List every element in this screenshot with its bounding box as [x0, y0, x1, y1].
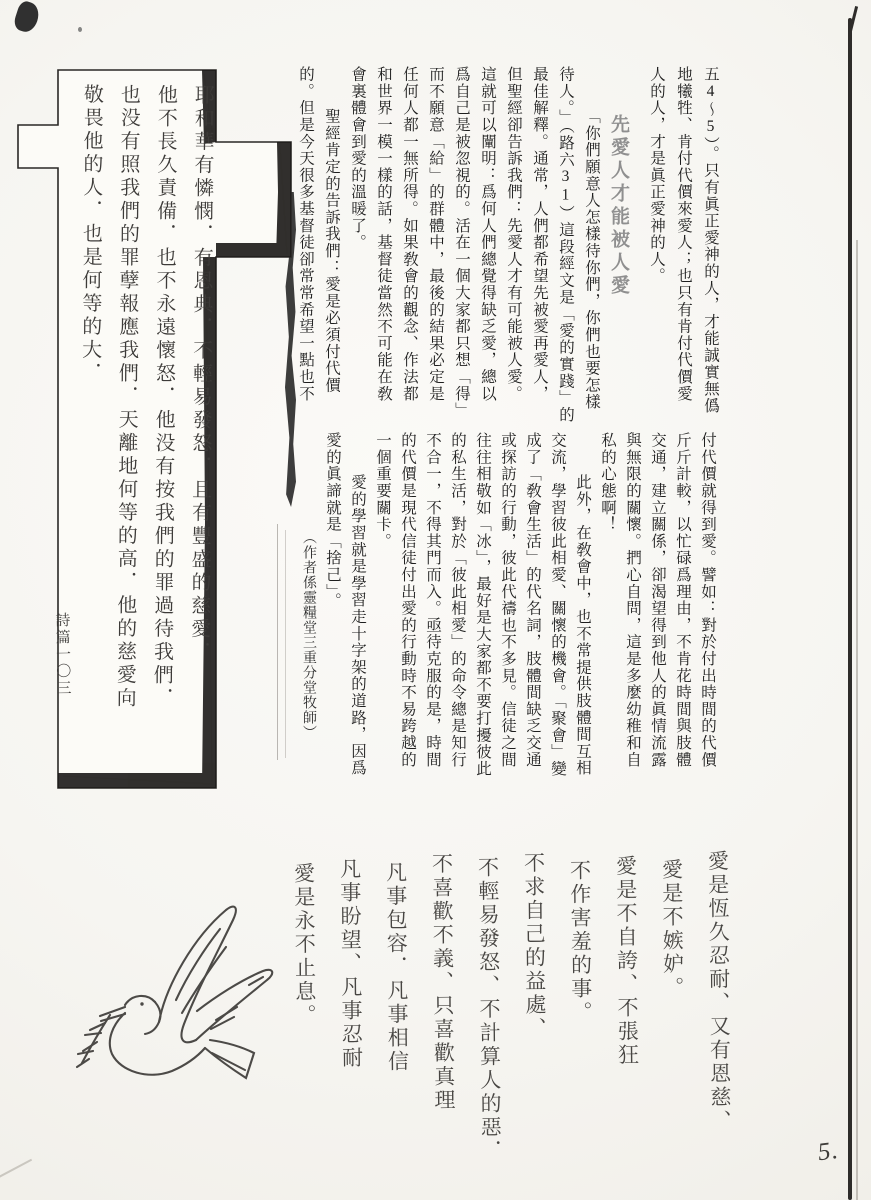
- handwritten-column: 不作害羞的事。: [567, 859, 594, 1025]
- printed-text-column: 愛的眞諦就是「捨己」。: [324, 432, 341, 610]
- handwritten-column: 敬畏他的人．也是何等的大．: [78, 83, 103, 386]
- printed-text-column: 人的人，才是眞正愛神的人。: [648, 66, 665, 285]
- page-number: 5.: [816, 1136, 841, 1167]
- printed-text-column: 交流，學習彼此相愛、關懷的機會。「聚會」變: [549, 432, 566, 778]
- page-edge-soft-line: [856, 240, 858, 1200]
- printed-text-column: 的私生活，對於「彼此相愛」的命令總是知行: [449, 432, 466, 768]
- article-headline: 先愛人才能被人愛: [608, 114, 629, 298]
- printed-text-column: 地犧牲、肯付代價來愛人；也只有肯付代價愛: [675, 66, 692, 402]
- printed-text-column: 這就可以闡明：爲何人們總覺得缺乏愛，總以: [479, 66, 496, 402]
- scan-corner-mark: [12, 0, 42, 35]
- printed-text-column: 與無限的關懷。捫心自問，這是多麼幼稚和自: [624, 432, 641, 768]
- printed-text-column: 成了「敎會生活」的代名詞，肢體間缺乏交通: [524, 432, 541, 768]
- handwritten-column: 不輕易發怒、不計算人的惡．: [475, 856, 503, 1164]
- printed-text-column: 「你們願意人怎樣待你們，你們也要怎樣: [583, 108, 600, 411]
- printed-text-column: 和世界一模一樣的話，基督徒當然不可能在敎: [375, 66, 392, 402]
- page-edge-scan-line: [848, 18, 852, 1200]
- scan-speck: [78, 27, 82, 32]
- handwritten-scripture-quote: [280, 850, 743, 1165]
- handwritten-column: 耶和華有憐憫．有恩典．不輕易發怒．且有豐盛的慈愛．: [187, 84, 214, 665]
- printed-text-column: 或探訪的行動，彼此代禱也不多見。信徒之間: [499, 432, 516, 768]
- printed-text-column: 私的心態啊！: [599, 432, 616, 533]
- printed-text-column: 的。但是今天很多基督徒卻常常希望一點也不: [297, 66, 314, 402]
- printed-text-column: 一個重要關卡。: [374, 432, 391, 550]
- handwritten-column: 不求自己的益處、: [521, 851, 548, 1041]
- handwritten-column: 凡事包容．凡事相信: [383, 861, 410, 1074]
- printed-text-column: 此外，在敎會中，也不常提供肢體間互相: [574, 474, 591, 777]
- author-note: （作者係靈糧堂三重分堂牧師）: [301, 530, 316, 740]
- printed-text-column: 會裏體會到愛的溫暖了。: [349, 66, 366, 251]
- printed-text-column: 任何人都一無所得。如果敎會的觀念、作法都: [401, 66, 418, 402]
- printed-text-column: 斤斤計較，以忙碌爲理由，不肯花時間與肢體: [674, 432, 691, 768]
- printed-text-column: 交通，建立關係，卻渴望得到他人的眞情流露: [649, 432, 666, 768]
- article-body-block-1: [292, 66, 604, 438]
- printed-text-column: 而不願意「給」的群體中，最後的結果必定是: [427, 66, 444, 402]
- printed-text-column: 但聖經卻告訴我們：先愛人才有可能被人愛。: [505, 66, 522, 402]
- dove-with-olive-branch-icon: [55, 893, 305, 1125]
- handwritten-column: 也没有照我們的罪孽報應我們．天離地何等的高．他的慈愛向: [113, 83, 140, 711]
- printed-text-column: 往往相敬如「冰」，最好是大家都不要打擾彼此: [474, 432, 491, 778]
- psalm-citation: 詩篇一〇三: [53, 611, 71, 698]
- handwritten-column: 愛是恆久忍耐、又有恩慈、: [705, 849, 733, 1134]
- printed-text-column: 付代價就得到愛。譬如：對於付出時間的代價: [699, 432, 716, 768]
- printed-text-column: 爲自己是被忽視的。活在一個大家都只想「得」: [453, 66, 470, 419]
- handwritten-column: 凡事盼望、凡事忍耐: [337, 857, 364, 1071]
- printed-text-column: 的代價是現代信徒付出愛的行動時不易跨越的: [399, 432, 416, 768]
- handwritten-column: 愛是永不止息。: [291, 862, 318, 1028]
- handwritten-column: 愛是不嫉妒。: [659, 858, 685, 1001]
- cross-psalm-handwriting: [64, 83, 221, 794]
- printed-text-column: 最佳解釋。通常，人們都希望先被愛再愛人，: [531, 66, 548, 402]
- scan-corner-line: [0, 1159, 32, 1180]
- article-continuation-text: [643, 66, 724, 438]
- printed-text-column: 愛的學習就是學習走十字架的道路，因爲: [349, 474, 366, 777]
- handwritten-column: 不喜歡不義、只喜歡真理: [429, 852, 457, 1113]
- printed-text-column: 待人。」（路六31）這段經文是「愛的實踐」的: [557, 66, 574, 424]
- printed-text-column: 不合一，不得其門而入。亟待克服的是，時間: [424, 432, 441, 768]
- handwritten-column: 他不長久責備．也不永遠懷怒．他没有按我們的罪過待我們．: [150, 84, 177, 711]
- handwritten-column: 愛是不自誇、不張狂: [613, 854, 640, 1068]
- printed-text-column: 五4～5）。只有眞正愛神的人，才能誠實無僞: [702, 66, 719, 415]
- article-body-block-2: [320, 432, 720, 812]
- printed-text-column: 聖經肯定的告訴我們：愛是必須付代價: [323, 108, 340, 394]
